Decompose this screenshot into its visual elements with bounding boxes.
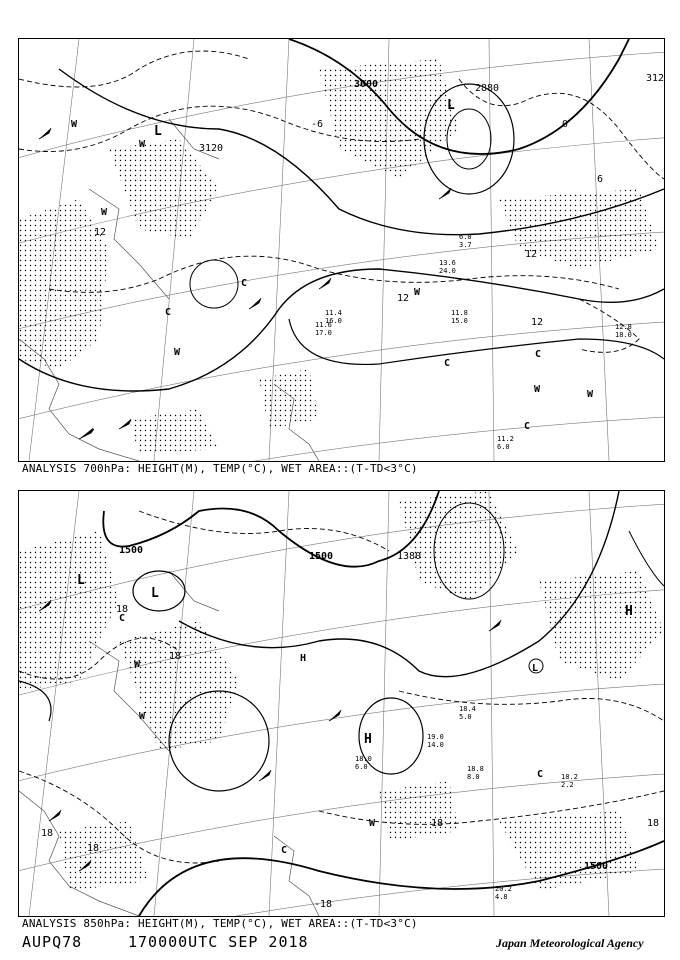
contour-label: 12 xyxy=(525,249,538,260)
station-plot-value: 13.6 xyxy=(439,259,456,267)
contour-label: 0 xyxy=(562,119,569,130)
low-system-marker: L xyxy=(447,98,455,113)
caption-850hpa: ANALYSIS 850hPa: HEIGHT(M), TEMP(°C), WET AREA::(T-TD<3°C) xyxy=(22,917,418,930)
station-plot-value: 20.2 xyxy=(495,885,512,893)
cold-marker: C xyxy=(241,278,248,289)
warm-marker: W xyxy=(587,389,594,400)
station-plot-value: 16.0 xyxy=(325,317,342,325)
station-plot-value: 19.0 xyxy=(427,733,444,741)
station-plot-value: 17.0 xyxy=(315,329,332,337)
low-system-marker: L xyxy=(154,124,162,139)
high-system-marker: H xyxy=(300,653,307,664)
contour-label: 18 xyxy=(41,828,54,839)
station-plot-value: 6.0 xyxy=(459,233,472,241)
low-system-marker: L xyxy=(77,573,85,588)
cold-marker: C xyxy=(119,613,126,624)
contour-label: 1500 xyxy=(119,545,144,556)
contour-label: 1500 xyxy=(309,551,334,562)
station-plot-value: 11.8 xyxy=(451,309,468,317)
station-plot-value: 5.0 xyxy=(459,713,472,721)
high-system-marker: H xyxy=(625,604,633,619)
warm-marker: W xyxy=(101,207,108,218)
station-plot-value: 3.7 xyxy=(459,241,472,249)
cold-marker: C xyxy=(444,358,451,369)
station-plot-value: 18.0 xyxy=(355,755,372,763)
station-plot-value: 12.8 xyxy=(615,323,632,331)
issuing-agency: Japan Meteorological Agency xyxy=(496,936,644,950)
contour-label: 3120 xyxy=(199,143,224,154)
low-system-marker: L xyxy=(151,586,159,601)
isotherms xyxy=(19,511,664,863)
contour-label: 12 xyxy=(94,227,107,238)
caption-700hpa: ANALYSIS 700hPa: HEIGHT(M), TEMP(°C), WET AREA::(T-TD<3°C) xyxy=(22,462,418,475)
warm-marker: W xyxy=(534,384,541,395)
station-plot-value: 24.0 xyxy=(439,267,456,275)
chart-code: AUPQ78 xyxy=(22,933,83,951)
map-850hpa-svg xyxy=(19,491,664,916)
contour-label: 18 xyxy=(431,818,444,829)
station-plot-value: 15.0 xyxy=(451,317,468,325)
contour-label: 1500 xyxy=(584,861,609,872)
contour-label: -6 xyxy=(311,119,324,130)
station-plot-value: 4.8 xyxy=(495,893,508,901)
low-system-marker: L xyxy=(532,663,539,674)
contour-label: 18 xyxy=(169,651,182,662)
high-system-marker: H xyxy=(364,732,372,747)
station-plot-value: 18.2 xyxy=(561,773,578,781)
cold-marker: C xyxy=(537,769,544,780)
contour-label: 3000 xyxy=(354,79,379,90)
warm-marker: W xyxy=(174,347,181,358)
contour-label: 12 xyxy=(397,293,410,304)
station-plot-value: 11.6 xyxy=(315,321,332,329)
contour-label: 6 xyxy=(597,174,604,185)
contour-label: 312 xyxy=(646,73,664,84)
contour-label: -18 xyxy=(314,899,333,910)
cold-marker: C xyxy=(524,421,531,432)
station-plot-value: 18.4 xyxy=(459,705,476,713)
station-plot-value: 14.0 xyxy=(427,741,444,749)
station-plot-value: 11.4 xyxy=(325,309,342,317)
station-plot-value: 8.0 xyxy=(467,773,480,781)
warm-marker: W xyxy=(134,659,141,670)
cold-marker: C xyxy=(165,307,172,318)
map-700hpa-svg xyxy=(19,39,664,461)
warm-marker: W xyxy=(71,119,78,130)
warm-marker: W xyxy=(139,711,146,722)
contour-label: 18 xyxy=(116,604,129,615)
contour-label: 2880 xyxy=(475,83,500,94)
station-plot-value: 6.0 xyxy=(497,443,510,451)
map-panel-850hpa xyxy=(18,490,665,917)
cold-marker: C xyxy=(281,845,288,856)
warm-marker: W xyxy=(139,139,146,150)
station-plot-value: 18.0 xyxy=(615,331,632,339)
contour-label: 18 xyxy=(647,818,660,829)
station-plot-value: 18.8 xyxy=(467,765,484,773)
station-plot-value: 11.2 xyxy=(497,435,514,443)
map-panel-700hpa xyxy=(18,38,665,462)
cold-marker: C xyxy=(535,349,542,360)
station-plot-value: 6.0 xyxy=(355,763,368,771)
contour-label: 18 xyxy=(87,843,100,854)
warm-marker: W xyxy=(369,818,376,829)
chart-valid-time: 170000UTC SEP 2018 xyxy=(128,933,309,951)
contour-label: 12 xyxy=(531,317,544,328)
contour-label: 1380 xyxy=(397,551,422,562)
warm-marker: W xyxy=(414,287,421,298)
station-plot-value: 2.2 xyxy=(561,781,574,789)
